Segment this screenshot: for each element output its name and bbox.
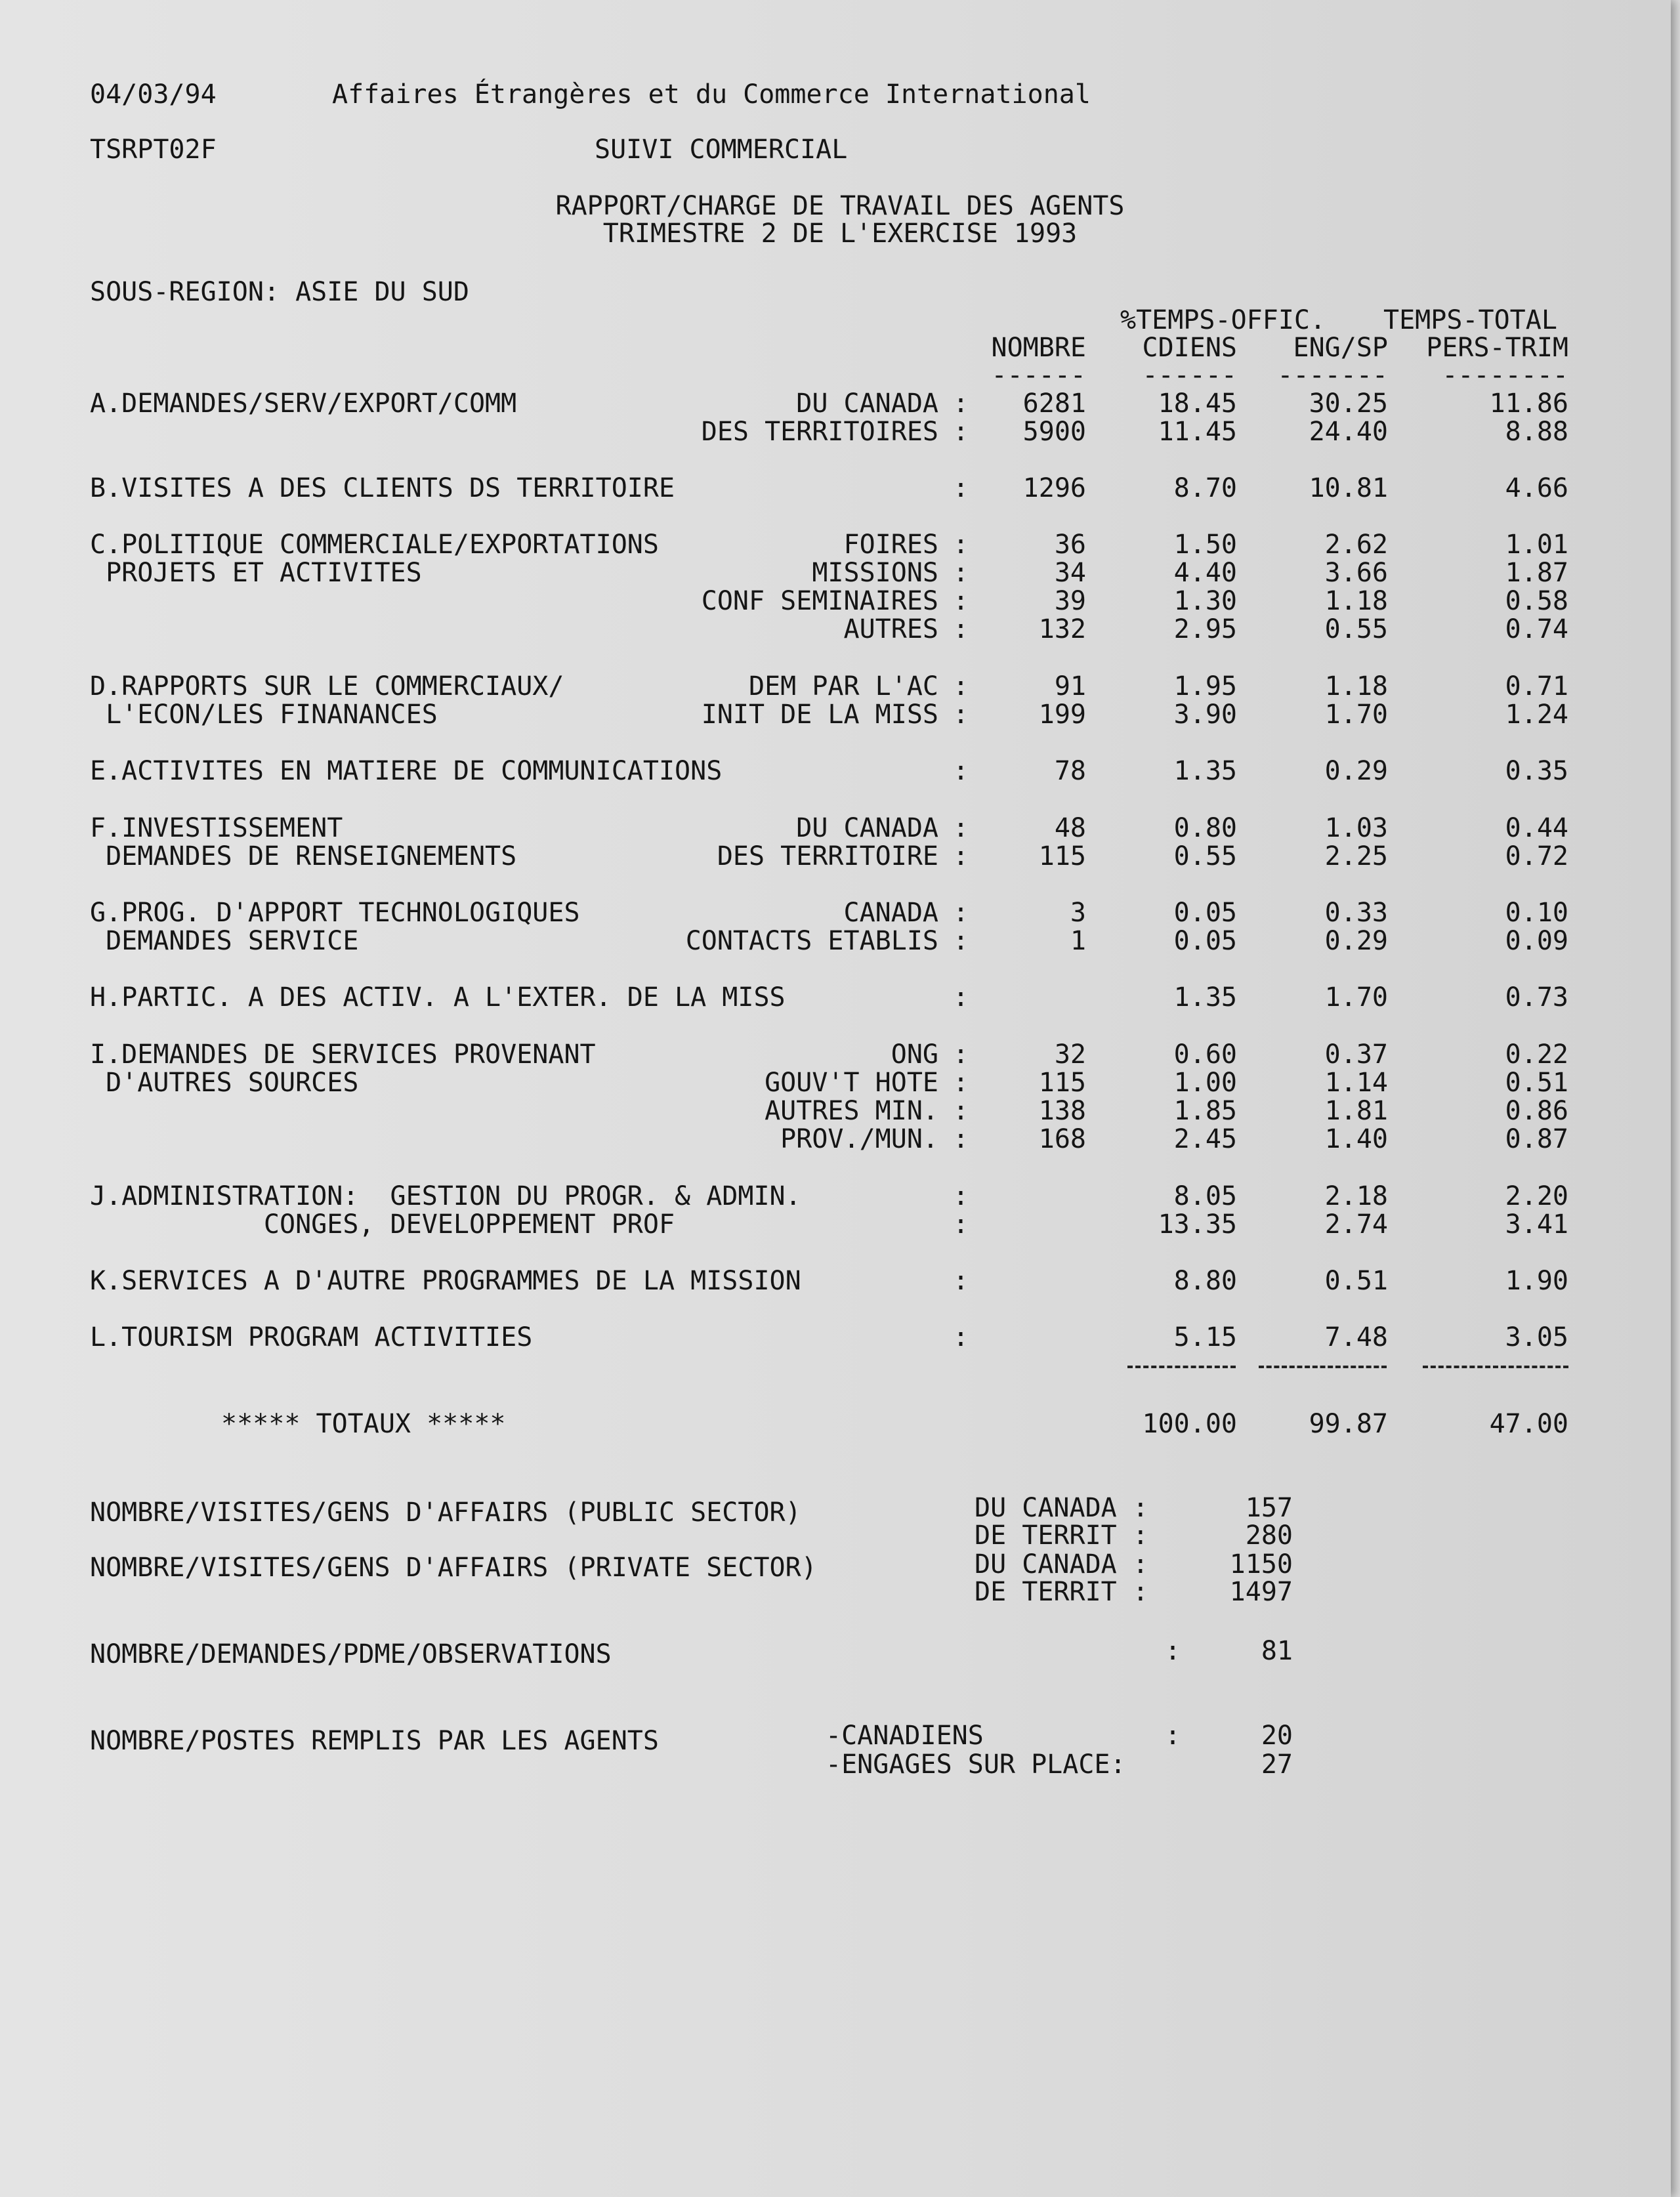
- row-label: K.SERVICES A D'AUTRE PROGRAMMES DE LA MISSION: [90, 1266, 801, 1296]
- row-cdiens: 4.40: [1173, 558, 1237, 588]
- row-engsp: 10.81: [1309, 473, 1388, 503]
- visits-public-val2: 280: [1245, 1520, 1293, 1551]
- row-engsp: 0.37: [1324, 1039, 1388, 1070]
- row-nombre: 48: [1054, 813, 1086, 843]
- row-pers-trim: 0.71: [1505, 671, 1568, 701]
- row-cdiens: 11.45: [1158, 417, 1237, 447]
- row-sublabel: AUTRES: [843, 614, 938, 644]
- row-pers-trim: 4.66: [1505, 473, 1568, 503]
- row-cdiens: 1.85: [1173, 1096, 1237, 1126]
- row-label: D.RAPPORTS SUR LE COMMERCIAUX/: [90, 671, 564, 701]
- row-engsp: 1.70: [1324, 982, 1388, 1013]
- row-nombre: 168: [1038, 1124, 1086, 1154]
- row-cdiens: 1.95: [1173, 671, 1237, 701]
- row-sublabel: GOUV'T HOTE: [765, 1068, 938, 1098]
- report-title: RAPPORT/CHARGE DE TRAVAIL DES AGENTS: [555, 191, 1125, 221]
- row-colon: :: [953, 1266, 969, 1296]
- row-engsp: 1.03: [1324, 813, 1388, 843]
- visits-public-label: NOMBRE/VISITES/GENS D'AFFAIRS (PUBLIC SECTOR): [90, 1497, 801, 1528]
- row-engsp: 1.14: [1324, 1068, 1388, 1098]
- row-label: A.DEMANDES/SERV/EXPORT/COMM: [90, 388, 517, 419]
- row-cdiens: 1.50: [1173, 530, 1237, 560]
- row-engsp: 2.18: [1324, 1181, 1388, 1211]
- col-dash: --------: [1442, 360, 1568, 390]
- row-colon: :: [953, 841, 969, 871]
- pdme-colon: :: [1165, 1636, 1181, 1666]
- row-colon: :: [953, 473, 969, 503]
- row-label: CONGES, DEVELOPPEMENT PROF: [90, 1209, 675, 1240]
- row-nombre: 115: [1038, 841, 1086, 871]
- total-rule: [1423, 1366, 1568, 1368]
- row-nombre: 34: [1054, 558, 1086, 588]
- row-sublabel: PROV./MUN.: [780, 1124, 938, 1154]
- row-colon: :: [953, 1039, 969, 1070]
- row-sublabel: INIT DE LA MISS: [701, 700, 938, 730]
- row-colon: :: [953, 1209, 969, 1240]
- row-colon: :: [953, 756, 969, 786]
- row-cdiens: 0.60: [1173, 1039, 1237, 1070]
- postes-val1: 20: [1261, 1721, 1293, 1751]
- row-cdiens: 0.80: [1173, 813, 1237, 843]
- row-engsp: 3.66: [1324, 558, 1388, 588]
- visits-public-sub1: DU CANADA :: [975, 1493, 1148, 1523]
- row-engsp: 0.29: [1324, 756, 1388, 786]
- row-nombre: 6281: [1022, 388, 1086, 419]
- row-engsp: 0.33: [1324, 898, 1388, 928]
- row-pers-trim: 0.51: [1505, 1068, 1568, 1098]
- row-nombre: 138: [1038, 1096, 1086, 1126]
- row-nombre: 78: [1054, 756, 1086, 786]
- row-pers-trim: 3.05: [1505, 1322, 1568, 1352]
- row-engsp: 1.40: [1324, 1124, 1388, 1154]
- subregion-label: SOUS-REGION: ASIE DU SUD: [90, 277, 469, 307]
- visits-private-val2: 1497: [1229, 1577, 1293, 1607]
- row-pers-trim: 3.41: [1505, 1209, 1568, 1240]
- row-pers-trim: 0.44: [1505, 813, 1568, 843]
- total-rule: [1259, 1366, 1387, 1368]
- row-cdiens: 18.45: [1158, 388, 1237, 419]
- row-sublabel: FOIRES: [843, 530, 938, 560]
- row-sublabel: CONF SEMINAIRES: [701, 586, 938, 616]
- row-label: L'ECON/LES FINANANCES: [90, 700, 438, 730]
- row-nombre: 132: [1038, 614, 1086, 644]
- row-label: DEMANDES SERVICE: [90, 926, 359, 956]
- row-sublabel: CANADA: [843, 898, 938, 928]
- postes-val2: 27: [1261, 1749, 1293, 1780]
- row-sublabel: DES TERRITOIRE: [717, 841, 938, 871]
- report-date: 04/03/94: [90, 79, 217, 110]
- row-label: B.VISITES A DES CLIENTS DS TERRITOIRE: [90, 473, 675, 503]
- row-nombre: 36: [1054, 530, 1086, 560]
- row-pers-trim: 0.86: [1505, 1096, 1568, 1126]
- postes-label: NOMBRE/POSTES REMPLIS PAR LES AGENTS: [90, 1726, 659, 1756]
- postes-sub1: -CANADIENS: [826, 1721, 984, 1751]
- row-pers-trim: 0.10: [1505, 898, 1568, 928]
- row-colon: :: [953, 530, 969, 560]
- col-dash: ------: [991, 360, 1086, 390]
- row-pers-trim: 1.24: [1505, 700, 1568, 730]
- row-nombre: 5900: [1022, 417, 1086, 447]
- row-cdiens: 13.35: [1158, 1209, 1237, 1240]
- row-colon: :: [953, 558, 969, 588]
- row-nombre: 1296: [1022, 473, 1086, 503]
- row-colon: :: [953, 1124, 969, 1154]
- row-nombre: 32: [1054, 1039, 1086, 1070]
- row-pers-trim: 11.86: [1489, 388, 1568, 419]
- visits-private-sub2: DE TERRIT :: [975, 1577, 1148, 1607]
- report-period: TRIMESTRE 2 DE L'EXERCISE 1993: [602, 219, 1078, 249]
- row-cdiens: 8.05: [1173, 1181, 1237, 1211]
- row-colon: :: [953, 388, 969, 419]
- col-group-pct: %TEMPS-OFFIC.: [1120, 305, 1326, 335]
- row-colon: :: [953, 1068, 969, 1098]
- row-engsp: 2.74: [1324, 1209, 1388, 1240]
- row-engsp: 2.25: [1324, 841, 1388, 871]
- col-cdiens: CDIENS: [1142, 333, 1237, 363]
- row-cdiens: 5.15: [1173, 1322, 1237, 1352]
- col-nombre: NOMBRE: [991, 333, 1086, 363]
- row-label: I.DEMANDES DE SERVICES PROVENANT: [90, 1039, 596, 1070]
- row-sublabel: AUTRES MIN.: [765, 1096, 938, 1126]
- row-pers-trim: 0.09: [1505, 926, 1568, 956]
- visits-private-label: NOMBRE/VISITES/GENS D'AFFAIRS (PRIVATE SECTOR): [90, 1553, 817, 1583]
- row-label: D'AUTRES SOURCES: [90, 1068, 359, 1098]
- row-sublabel: ONG: [891, 1039, 938, 1070]
- postes-colon: :: [1165, 1721, 1181, 1751]
- row-label: G.PROG. D'APPORT TECHNOLOGIQUES: [90, 898, 580, 928]
- row-colon: :: [953, 614, 969, 644]
- row-cdiens: 1.30: [1173, 586, 1237, 616]
- row-colon: :: [953, 982, 969, 1013]
- col-pers-trim: PERS-TRIM: [1426, 333, 1568, 363]
- visits-public-sub2: DE TERRIT :: [975, 1520, 1148, 1551]
- row-label: H.PARTIC. A DES ACTIV. A L'EXTER. DE LA MISS: [90, 982, 786, 1013]
- row-sublabel: MISSIONS: [812, 558, 938, 588]
- row-nombre: 199: [1038, 700, 1086, 730]
- row-colon: :: [953, 926, 969, 956]
- row-label: F.INVESTISSEMENT: [90, 813, 343, 843]
- totals-label: ***** TOTAUX *****: [221, 1409, 506, 1439]
- row-engsp: 0.29: [1324, 926, 1388, 956]
- row-engsp: 0.55: [1324, 614, 1388, 644]
- row-label: C.POLITIQUE COMMERCIALE/EXPORTATIONS: [90, 530, 659, 560]
- row-colon: :: [953, 1322, 969, 1352]
- row-cdiens: 8.70: [1173, 473, 1237, 503]
- row-pers-trim: 0.74: [1505, 614, 1568, 644]
- row-cdiens: 2.45: [1173, 1124, 1237, 1154]
- total-pers: 47.00: [1489, 1409, 1568, 1439]
- col-engsp: ENG/SP: [1293, 333, 1388, 363]
- row-cdiens: 0.55: [1173, 841, 1237, 871]
- row-pers-trim: 0.73: [1505, 982, 1568, 1013]
- organization-name: Affaires Étrangères et du Commerce International: [332, 79, 1091, 110]
- row-pers-trim: 1.90: [1505, 1266, 1568, 1296]
- system-name: SUIVI COMMERCIAL: [595, 135, 848, 165]
- row-cdiens: 1.00: [1173, 1068, 1237, 1098]
- row-engsp: 1.18: [1324, 586, 1388, 616]
- row-cdiens: 0.05: [1173, 898, 1237, 928]
- row-sublabel: DES TERRITOIRES: [701, 417, 938, 447]
- col-dash: ------: [1142, 360, 1237, 390]
- row-label: L.TOURISM PROGRAM ACTIVITIES: [90, 1322, 533, 1352]
- row-nombre: 115: [1038, 1068, 1086, 1098]
- row-pers-trim: 0.72: [1505, 841, 1568, 871]
- row-pers-trim: 8.88: [1505, 417, 1568, 447]
- row-nombre: 39: [1054, 586, 1086, 616]
- row-colon: :: [953, 417, 969, 447]
- row-engsp: 1.81: [1324, 1096, 1388, 1126]
- row-pers-trim: 0.87: [1505, 1124, 1568, 1154]
- visits-private-val1: 1150: [1229, 1549, 1293, 1580]
- row-colon: :: [953, 813, 969, 843]
- pdme-value: 81: [1261, 1636, 1293, 1666]
- row-cdiens: 3.90: [1173, 700, 1237, 730]
- row-pers-trim: 2.20: [1505, 1181, 1568, 1211]
- row-engsp: 24.40: [1309, 417, 1388, 447]
- row-cdiens: 8.80: [1173, 1266, 1237, 1296]
- row-colon: :: [953, 1096, 969, 1126]
- row-label: DEMANDES DE RENSEIGNEMENTS: [90, 841, 517, 871]
- row-sublabel: DEM PAR L'AC: [749, 671, 938, 701]
- row-colon: :: [953, 898, 969, 928]
- total-engsp: 99.87: [1309, 1409, 1388, 1439]
- row-cdiens: 1.35: [1173, 982, 1237, 1013]
- row-pers-trim: 0.58: [1505, 586, 1568, 616]
- row-cdiens: 2.95: [1173, 614, 1237, 644]
- row-nombre: 3: [1070, 898, 1086, 928]
- total-rule: [1127, 1366, 1236, 1368]
- row-sublabel: CONTACTS ETABLIS: [685, 926, 938, 956]
- report-id: TSRPT02F: [90, 135, 217, 165]
- row-engsp: 7.48: [1324, 1322, 1388, 1352]
- row-label: J.ADMINISTRATION: GESTION DU PROGR. & ADMIN.: [90, 1181, 801, 1211]
- postes-sub2: -ENGAGES SUR PLACE:: [826, 1749, 1126, 1780]
- row-engsp: 0.51: [1324, 1266, 1388, 1296]
- row-pers-trim: 0.35: [1505, 756, 1568, 786]
- col-dash: -------: [1277, 360, 1388, 390]
- row-colon: :: [953, 1181, 969, 1211]
- visits-private-sub1: DU CANADA :: [975, 1549, 1148, 1580]
- row-pers-trim: 1.87: [1505, 558, 1568, 588]
- row-label: PROJETS ET ACTIVITES: [90, 558, 422, 588]
- row-engsp: 1.70: [1324, 700, 1388, 730]
- col-group-total: TEMPS-TOTAL: [1383, 305, 1557, 335]
- pdme-label: NOMBRE/DEMANDES/PDME/OBSERVATIONS: [90, 1639, 612, 1669]
- row-pers-trim: 0.22: [1505, 1039, 1568, 1070]
- total-cdiens: 100.00: [1142, 1409, 1237, 1439]
- row-colon: :: [953, 586, 969, 616]
- row-engsp: 2.62: [1324, 530, 1388, 560]
- row-cdiens: 1.35: [1173, 756, 1237, 786]
- row-nombre: 91: [1054, 671, 1086, 701]
- row-sublabel: DU CANADA: [796, 813, 938, 843]
- row-nombre: 1: [1070, 926, 1086, 956]
- row-label: E.ACTIVITES EN MATIERE DE COMMUNICATIONS: [90, 756, 723, 786]
- row-engsp: 30.25: [1309, 388, 1388, 419]
- row-engsp: 1.18: [1324, 671, 1388, 701]
- row-cdiens: 0.05: [1173, 926, 1237, 956]
- row-sublabel: DU CANADA: [796, 388, 938, 419]
- visits-public-val1: 157: [1245, 1493, 1293, 1523]
- row-colon: :: [953, 700, 969, 730]
- row-pers-trim: 1.01: [1505, 530, 1568, 560]
- row-colon: :: [953, 671, 969, 701]
